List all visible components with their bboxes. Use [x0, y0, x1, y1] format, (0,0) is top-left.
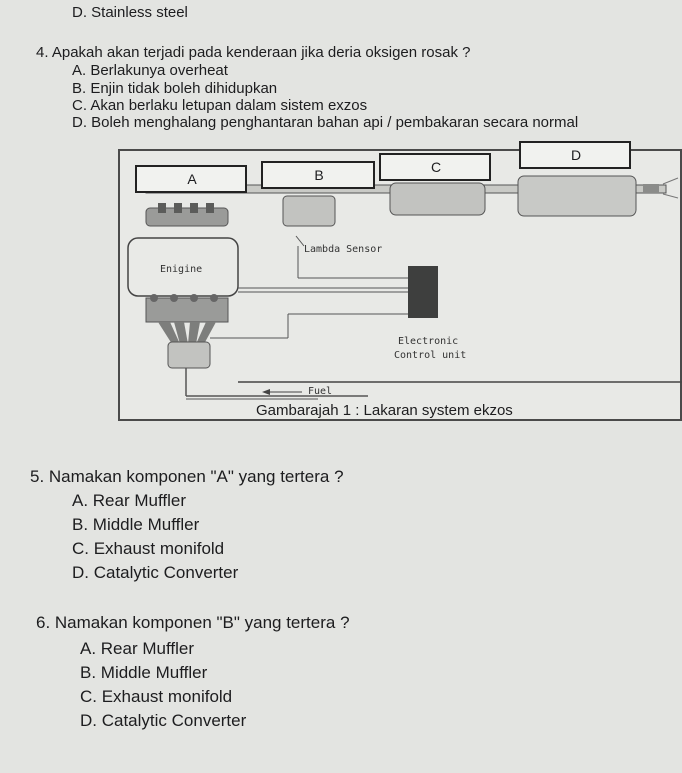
label-b: B [314, 167, 324, 183]
q4-option-d: D. Boleh menghalang penghantaran bahan api / pembakaran secara normal [72, 114, 579, 131]
q5-option-a: A. Rear Muffler [72, 491, 187, 510]
lambda-sensor-label: Lambda Sensor [304, 244, 383, 255]
ecu-label-line1: Electronic [398, 336, 459, 347]
q6-option-d: D. Catalytic Converter [80, 711, 247, 730]
label-d: D [570, 147, 582, 163]
q6-option-b: B. Middle Muffler [80, 663, 208, 682]
q5-question: 5. Namakan komponen "A" yang tertera ? [30, 467, 344, 486]
figure-caption: Gambarajah 1 : Lakaran system ekzos [256, 402, 513, 419]
q5-option-c: C. Exhaust monifold [72, 539, 225, 558]
exhaust-system-diagram [118, 128, 682, 422]
ecu-label-line2: Control unit [394, 350, 467, 361]
q5-option-d: D. Catalytic Converter [72, 563, 239, 582]
fuel-label: Fuel [308, 386, 333, 397]
label-a: A [187, 171, 197, 187]
q6-option-c: C. Exhaust monifold [80, 687, 233, 706]
engine-label: Enigine [160, 264, 203, 275]
q6-question: 6. Namakan komponen "B" yang tertera ? [36, 613, 350, 632]
q5-option-b: B. Middle Muffler [72, 515, 200, 534]
q4-option-a: A. Berlakunya overheat [72, 62, 228, 79]
q4-option-b: B. Enjin tidak boleh dihidupkan [72, 80, 278, 97]
label-c: C [430, 159, 442, 175]
q6-option-a: A. Rear Muffler [80, 639, 195, 658]
q3-option-d: D. Stainless steel [72, 4, 188, 21]
q4-option-c: C. Akan berlaku letupan dalam sistem exzos [72, 97, 368, 114]
q4-question: 4. Apakah akan terjadi pada kenderaan jika deria oksigen rosak ? [36, 44, 471, 61]
